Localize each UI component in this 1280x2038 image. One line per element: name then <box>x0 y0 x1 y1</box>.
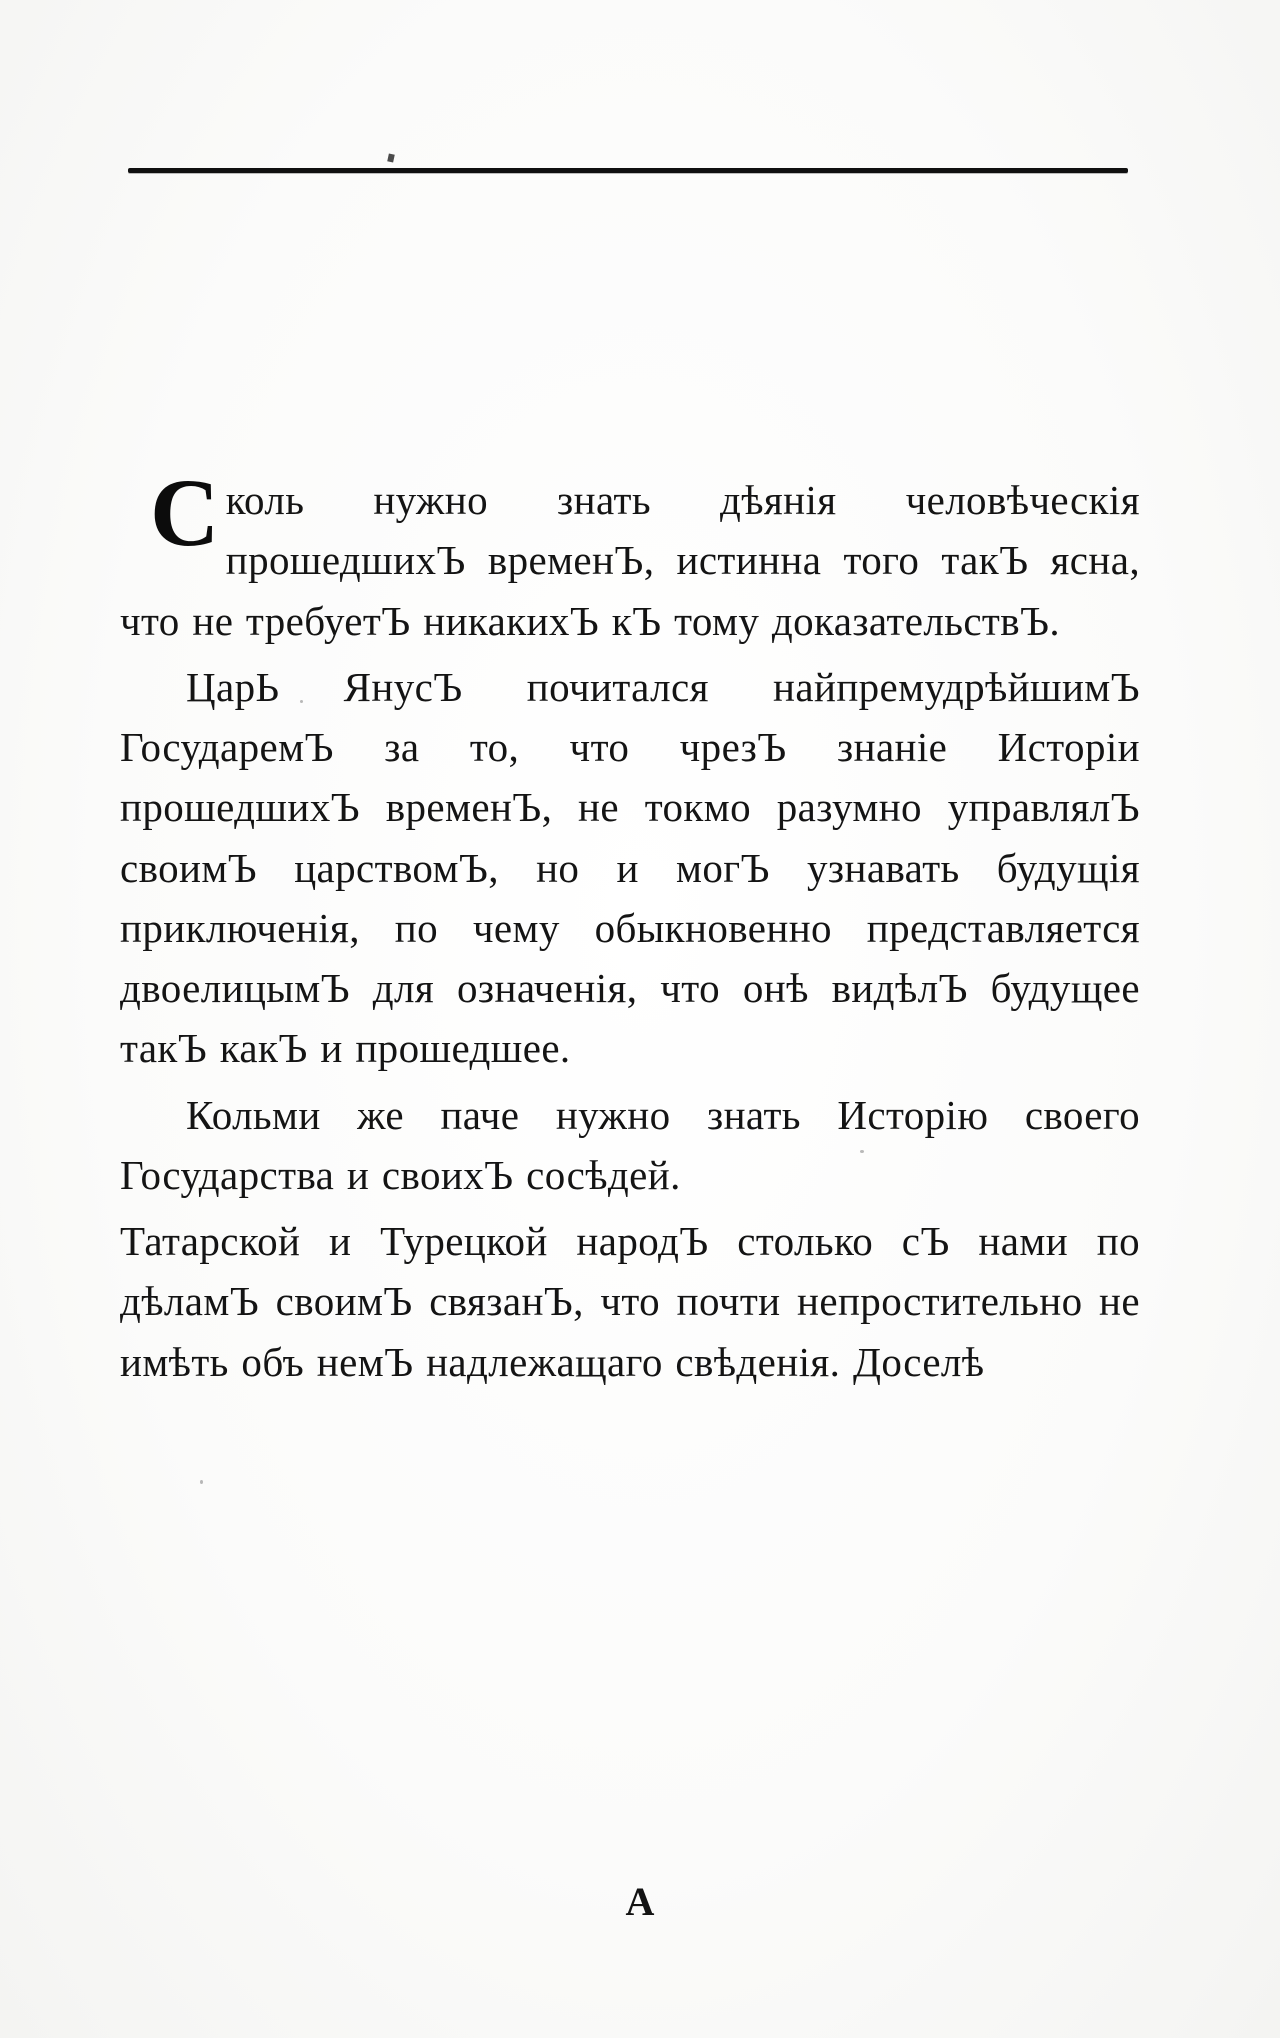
paragraph-1-text: коль нужно знать дѣянія человѣческія прошедшихЪ временЪ, истинна того такЪ ясна, что не требуетЪ никакихЪ кЪ тому доказательствЪ. <box>120 477 1140 644</box>
signature-mark: А <box>625 1879 655 1924</box>
header-rule <box>128 168 1128 173</box>
paragraph-1 <box>120 459 1140 651</box>
drop-cap: С <box>150 459 220 566</box>
body-text <box>120 459 1140 1398</box>
paragraph-2: ЦарЬ ЯнусЪ почитался найпремудрѣйшимЪ ГосударемЪ за то, что чрезЪ знаніе Исторіи прошедшихЪ временЪ, не токмо разумно управлялЪ своимЪ царствомЪ, но и могЪ узнавать будущія приключенія, по чему обыкновенно представляется двоелицымЪ для означенія, что онѣ видѣлЪ будущее такЪ какЪ и прошедшее. <box>120 663 1140 1072</box>
ink-speck <box>200 1480 203 1484</box>
paragraph-3: Кольми же паче нужно знать Исторію своего Государства и своихЪ сосѣдей. <box>120 1091 1140 1198</box>
ink-speck <box>860 1150 864 1153</box>
ink-speck <box>300 700 303 703</box>
paragraph-4: Татарской и Турецкой народЪ столько сЪ нами по дѣламЪ своимЪ связанЪ, что почти непростительно не имѣть объ немЪ надлежащаго свѣденія. Доселѣ <box>120 1218 1140 1385</box>
